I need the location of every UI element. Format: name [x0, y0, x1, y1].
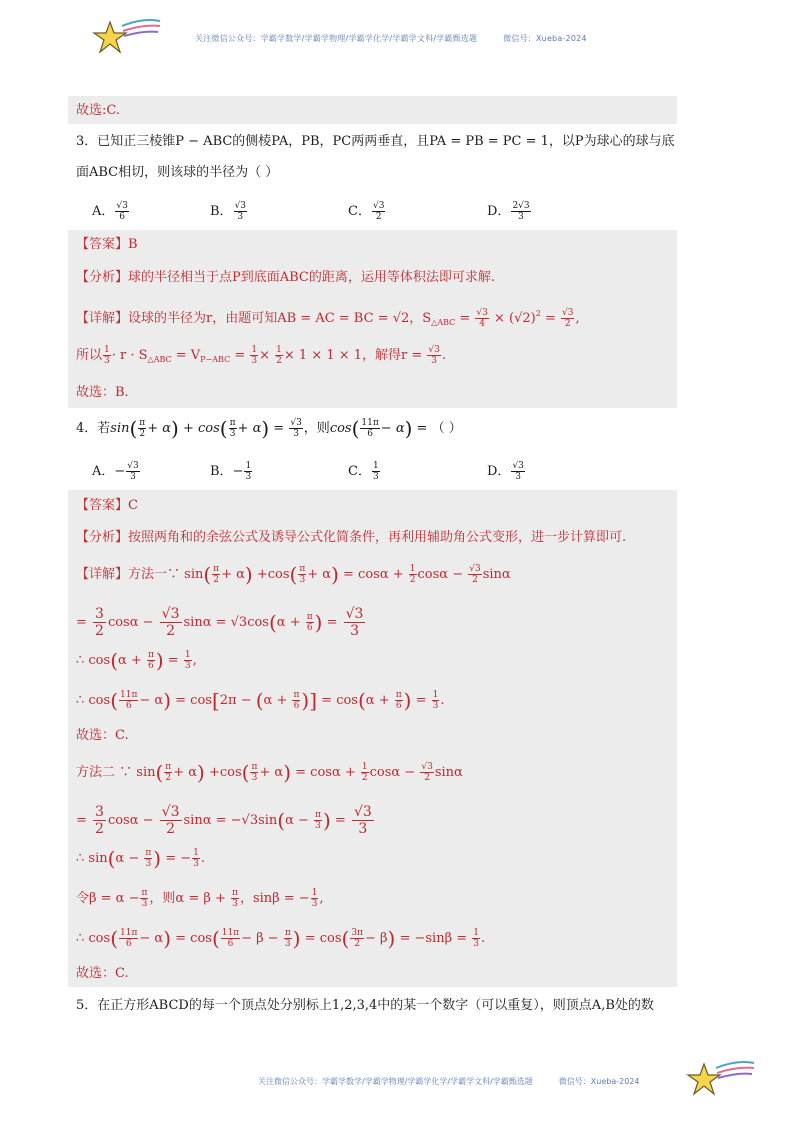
q3-stem-line2: 面ABC相切，则该球的半径为（ ）	[76, 165, 279, 180]
q4-option-a[interactable]: A．− $\frac{√3}{3}$	[92, 461, 139, 482]
header-wechat: 微信号：Xueba-2024	[503, 34, 587, 43]
footer-wechat: 微信号：Xueba-2024	[558, 1077, 640, 1086]
header-title: 关注微信公众号：学霸学数学/学霸学物理/学霸学化学/学霸学文科/学霸甄选题	[195, 34, 478, 43]
q4-stem: 4．若sin( $\frac{\pi}{2}$ + α) + cos( $\frac{\pi}{3}$ + α) = $\frac{√3}{3}$ ，则cos( $\frac{11\pi}{6}$ − α) = （ ）	[76, 416, 462, 441]
q4-method2-line3: ∴ sin(α − $\frac{\pi}{3}$ ) = − $\frac{1}{3}$ .	[76, 846, 206, 871]
q3-detail-line1: 【详解】设球的半径为r，由题可知AB = AC = BC = √2，$S_{\triangle ABC}$ = $\frac{√3}{4}$ × $(√2)^2$ = $\frac{√3}{2}$ ,	[76, 308, 580, 329]
q3-option-a[interactable]: A． $\frac{√3}{6}$	[92, 201, 128, 222]
footer-title: 关注微信公众号：学霸学数学/学霸学物理/学霸学化学/学霸学文科/学霸甄选题	[258, 1077, 533, 1086]
q4-choice2: 故选：C.	[76, 966, 129, 981]
q4-detail-line1: 【详解】方法一∵ sin( $\frac{\pi}{2}$ + α) +cos( $\frac{\pi}{3}$ + α) = cosα + $\frac{1}{2}$ cosα − $\frac{√3}{2}$ sinα	[76, 562, 511, 587]
q5-stem-line1: 5．在正方形ABCD的每一个顶点处分别标上1,2,3,4中的某一个数字（可以重复），则顶点A,B处的数	[76, 998, 654, 1013]
q3-detail-line2: 所以 $\frac{1}{3}$ · $r \cdot S_{\triangle ABC} = V_{P-ABC}$ = $\frac{1}{3}$ × $\frac{1}{2}$ × 1 × 1 × 1，解得r = $\frac{√3}{3}$ .	[76, 345, 446, 366]
footer-bar	[258, 1076, 639, 1087]
q4-choice1: 故选：C.	[76, 728, 129, 743]
q4-detail-line4: ∴ cos( $\frac{11\pi}{6}$ − α) = cos[2π − (α + $\frac{\pi}{6}$ )] = cos(α + $\frac{\pi}{6}$ ) = $\frac{1}{3}$ .	[76, 688, 445, 713]
q4-option-d[interactable]: D． $\frac{√3}{3}$	[487, 461, 524, 482]
q3-answer: 【答案】B	[76, 237, 138, 252]
q4-detail-line3: ∴ cos(α + $\frac{\pi}{6}$ ) = $\frac{1}{3}$ ,	[76, 648, 197, 673]
q4-method2-line5: ∴ cos( $\frac{11\pi}{6}$ − α) = cos( $\frac{11\pi}{6}$ − β − $\frac{\pi}{3}$ ) = cos( $\frac{3\pi}{2}$ − β) = −sinβ = $\frac{1}{3}$ .	[76, 926, 486, 951]
prev-choice: 故选:C.	[76, 103, 120, 118]
q3-option-d[interactable]: D． $\frac{2√3}{3}$	[487, 201, 530, 222]
q3-analysis: 【分析】球的半径相当于点P到底面ABC的距离，运用等体积法即可求解.	[76, 270, 496, 285]
q3-option-c[interactable]: C． $\frac{√3}{2}$	[348, 201, 385, 222]
q3-option-b[interactable]: B． $\frac{√3}{3}$	[210, 201, 247, 222]
q3-choice: 故选：B.	[76, 385, 129, 400]
q4-answer: 【答案】C	[76, 498, 138, 513]
q4-option-c[interactable]: C． $\frac{1}{3}$	[348, 461, 379, 482]
star-logo-icon	[92, 16, 162, 58]
q4-method2-line1: 方法二 ∵ sin( $\frac{\pi}{2}$ + α) +cos( $\frac{\pi}{3}$ + α) = cosα + $\frac{1}{2}$ cosα − $\frac{√3}{2}$ sinα	[76, 760, 463, 785]
q4-method2-line2: = $\frac{3}{2}$ cosα − $\frac{√3}{2}$ sinα = −√3sin(α − $\frac{\pi}{3}$ ) = $\frac{√3}{3}$	[76, 804, 372, 837]
q3-stem-line1: 3．已知正三棱锥P − ABC的侧棱PA，PB，PC两两垂直，且PA = PB = PC = 1，以P为球心的球与底	[76, 134, 675, 149]
header-bar	[195, 33, 587, 44]
q4-method2-line4: 令β = α − $\frac{\pi}{3}$ ，则α = β + $\frac{\pi}{3}$ ，sinβ = − $\frac{1}{3}$ ,	[76, 888, 324, 909]
star-logo-icon	[686, 1058, 756, 1100]
q4-analysis: 【分析】按照两角和的余弦公式及诱导公式化简条件，再利用辅助角公式变形，进一步计算即可.	[76, 530, 627, 545]
q4-detail-line2: = $\frac{3}{2}$ cosα − $\frac{√3}{2}$ sinα = √3cos(α + $\frac{\pi}{6}$ ) = $\frac{√3}{3}$	[76, 606, 364, 639]
q4-option-b[interactable]: B．− $\frac{1}{3}$	[210, 461, 252, 482]
prev-answer-block	[68, 96, 677, 124]
